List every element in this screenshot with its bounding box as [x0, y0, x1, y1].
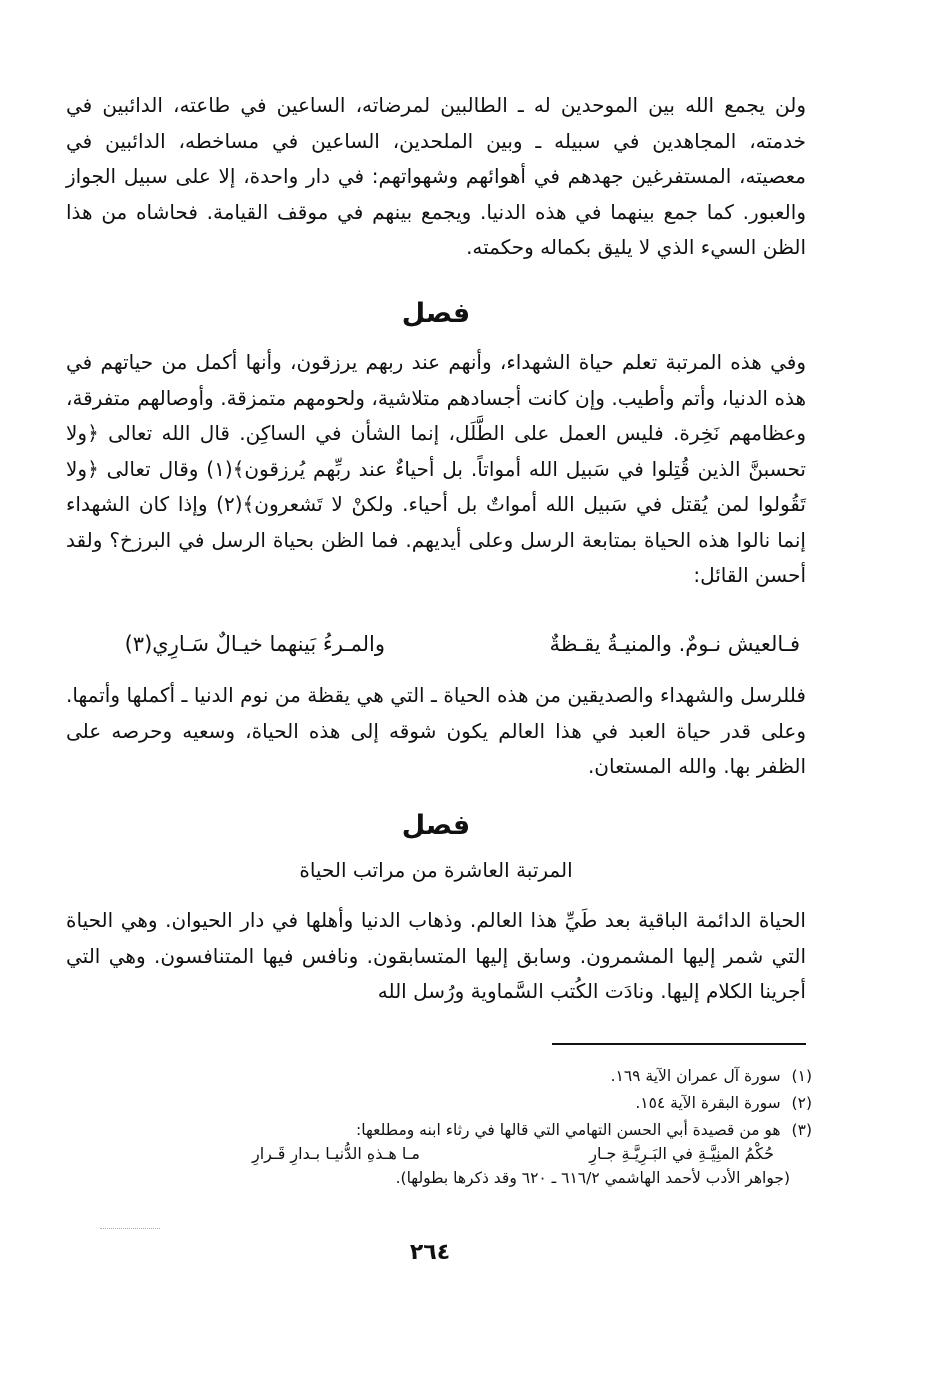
footnote-2: [100, 1093, 812, 1114]
verse-second-hemistich: والمـرءُ بَينهما خيـالٌ سَـارِي(٣): [124, 632, 385, 656]
paragraph-3: [66, 678, 806, 785]
footnote-separator: [552, 1043, 806, 1045]
poem-verse: [100, 632, 800, 668]
scan-dots: [100, 1228, 160, 1229]
footnote-3-source-text: (جواهر الأدب لأحمد الهاشمي ٦١٦/٢ ـ ٦٢٠ وقد ذكرها بطولها).: [395, 1169, 790, 1187]
paragraph-4: [66, 903, 806, 1010]
section-subheading: المرتبة العاشرة من مراتب الحياة: [299, 858, 573, 882]
paragraph-2-text: وفي هذه المرتبة تعلم حياة الشهداء، وأنهم عند ربهم يرزقون، وأنها أكمل من حياتهم في هذه الدنيا، وأتم وأطيب. وإن كانت أجسادهم متلاشية، ولحومهم متمزقة. وأوصالهم متفرقة، وعظامهم نَخِرة. فليس العمل على الطَّلَل، إنما الشأن في الساكِن. قال الله تعالى ﴿ولا تحسبنَّ الذين قُتِلوا في سَبيل الله أمواتاً. بل أحياءٌ عند ربِّهم يُرزقون﴾(١) وقال تعالى ﴿ولا تَقُولوا لمن يُقتل في سَبيل الله أمواتٌ بل أحياء. ولكنْ لا تَشعرون﴾(٢) وإذا كان الشهداء إنما نالوا هذه الحياة بمتابعة الرسل وعلى أيديهم. فما الظن بحياة الرسل في البرزخ؟ ولقد أحسن القائل:: [66, 350, 806, 587]
footnote-2-text: سورة البقرة الآية ١٥٤.: [635, 1094, 781, 1112]
verse-first-hemistich: فـالعيش نـومٌ. والمنيـةُ يقـظةٌ: [549, 632, 800, 656]
paragraph-1: [66, 88, 806, 266]
footnote-3-source: [100, 1168, 812, 1189]
footnote-verse-second-hemistich: مـا هـذهِ الدُّنيـا بـدارِ قَـرارِ: [252, 1144, 420, 1163]
section-heading-1: فصل: [401, 298, 471, 329]
footnote-3-verse: [100, 1144, 812, 1166]
footnote-1-text: سورة آل عمران الآية ١٦٩.: [610, 1067, 781, 1085]
footnote-1-number: (١): [791, 1067, 812, 1085]
page-number: ٢٦٤: [409, 1240, 451, 1265]
paragraph-1-text: ولن يجمع الله بين الموحدين له ـ الطالبين لمرضاته، الساعين في طاعته، الدائبين في خدمته، المجاهدين في سبيله ـ وبين الملحدين، الساعين في مساخطه، الدائبين في معصيته، المستفرغين جهدهم في أهوائهم وشهواتهم: في دار واحدة، إلا على سبيل الجواز والعبور. كما جمع بينهما في هذه الدنيا. ويجمع بينهم في موقف القيامة. فحاشاه من هذا الظن السيء الذي لا يليق بكماله وحكمته.: [66, 93, 806, 259]
section-heading-2: فصل: [401, 810, 471, 841]
paragraph-2: [66, 345, 806, 594]
footnote-3-number: (٣): [791, 1121, 812, 1139]
paragraph-4-text: الحياة الدائمة الباقية بعد طَيِّ هذا العالم. وذهاب الدنيا وأهلها في دار الحيوان. وهي الحياة التي شمر إليها المشمرون. وسابق إليها المتسابقون. ونافس فيها المتنافسون. وهي التي أجرينا الكلام إليها. ونادَت الكُتب السَّماوية ورُسل الله: [66, 908, 806, 1003]
footnote-2-number: (٢): [791, 1094, 812, 1112]
paragraph-3-text: فللرسل والشهداء والصديقين من هذه الحياة ـ التي هي يقظة من نوم الدنيا ـ أكملها وأتمها. وعلى قدر حياة العبد في هذا العالم يكون شوقه إلى هذه الحياة، وسعيه وحرصه على الظفر بها. والله المستعان.: [66, 683, 806, 778]
footnote-3: [100, 1120, 812, 1141]
footnote-1: [100, 1066, 812, 1087]
footnote-verse-first-hemistich: حُكْمُ المنِيَّـةِ في البَـرِيَّـةِ جـارِ: [589, 1144, 774, 1163]
footnote-3-text: هو من قصيدة أبي الحسن التهامي التي قالها في رثاء ابنه ومطلعها:: [356, 1121, 781, 1139]
